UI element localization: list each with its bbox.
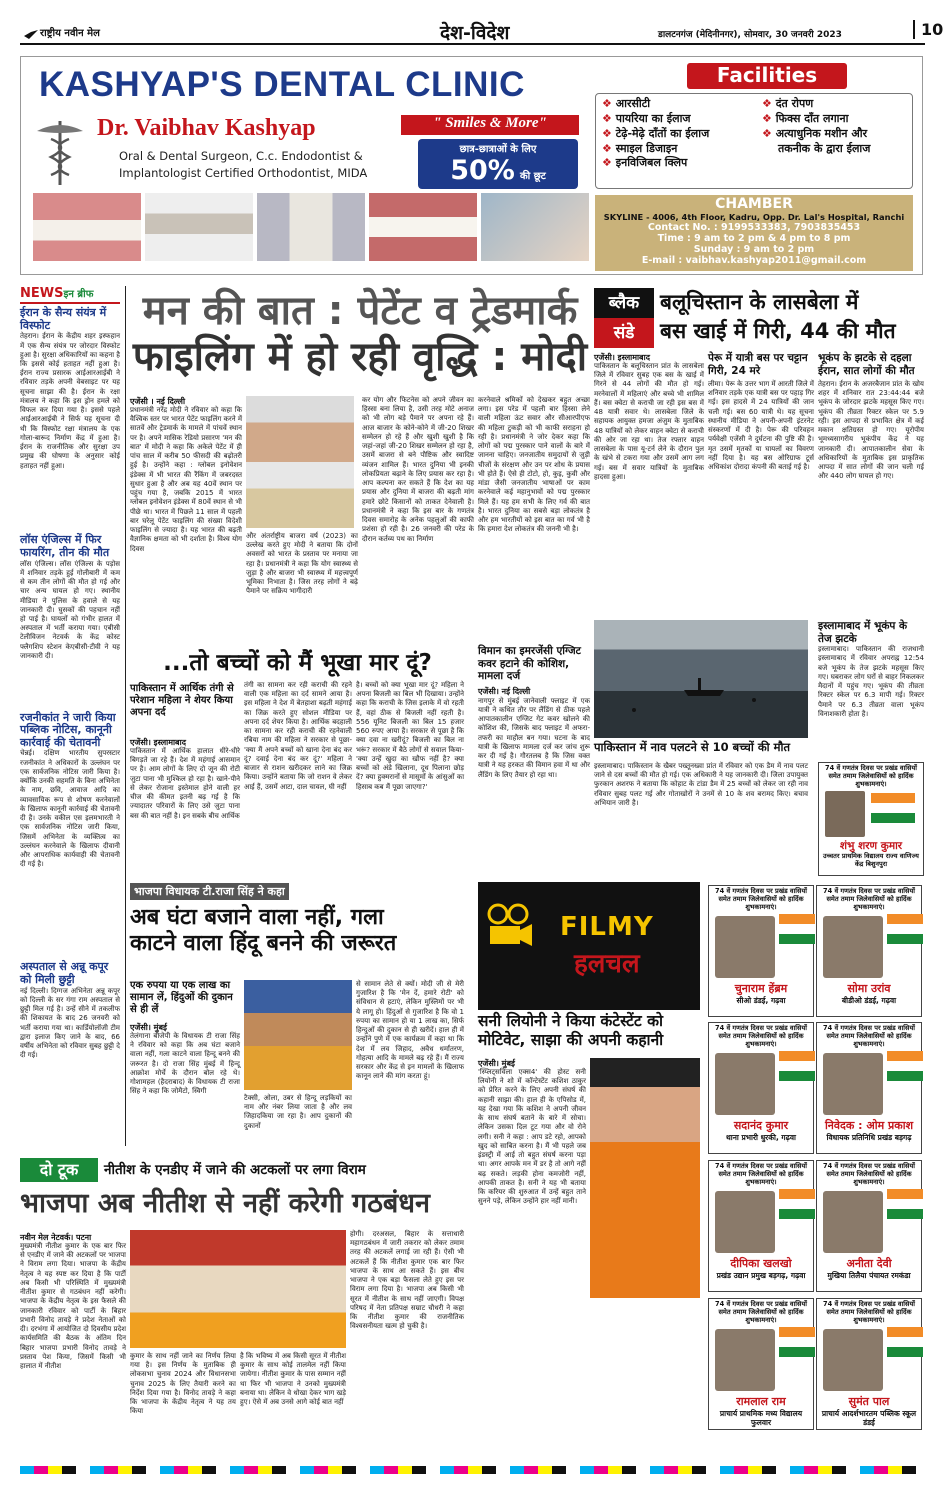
facility-item: ❖ इनविजिबल क्लिप <box>602 156 688 170</box>
teeth-photo-4 <box>369 193 477 261</box>
chamber-address: SKYLINE - 4006, 4th Floor, Kadru, Opp. Dr. Lal's Hospital, Ranchi <box>603 212 905 222</box>
section-title: देश-विदेश <box>440 22 510 44</box>
filmy-story <box>478 1012 700 1460</box>
brief-item <box>20 712 120 960</box>
flag-icon <box>887 1189 923 1219</box>
lead-headline-1: मन की बात : पेटेंट व ट्रेडमार्क <box>142 288 578 334</box>
facility-item: ❖ पायरिया का ईलाज <box>602 111 691 125</box>
brief-title: अस्पताल से अन्नू कपूर को मिली छुट्टी <box>20 960 109 987</box>
film-camera-icon <box>484 902 534 952</box>
facility-item: तकनीक के द्वारा ईलाज <box>778 141 871 155</box>
person-name: निवेदक : ओम प्रकाश <box>824 1119 914 1132</box>
halchal-logo: हलचल <box>574 949 640 979</box>
flag-icon <box>779 1051 815 1081</box>
flag-icon <box>779 1327 815 1357</box>
person-name: चुनाराम हेंब्रम <box>734 982 788 995</box>
black-sunday-story <box>594 288 924 633</box>
person-designation: विधायक प्रतिनिधि प्रखंड बड़गढ़ <box>826 1133 912 1142</box>
emergency-dateline: एजेंसी। नई दिल्ली <box>478 686 531 696</box>
pak-quake-body: इस्लामाबाद। पाकिस्तान की राजधानी इस्लामाबाद में रविवार अपराह्न 12:54 बजे भूकंप के तेज झटके महसूस किए गए। घबराकर लोग घरों से बाहर निकलकर मैदानों में पहुंच गए। भूकंप की तीव्रता रिक्टर स्केल पर 6.3 मापी गई। रिक्टर पैमाने पर 6.3 तीव्रता वाला भूकंप विनाशकारी होता है। <box>818 645 924 718</box>
greeting-heading: 74 वें गणतंत्र दिवस पर प्रखंड वासियों समेत तमाम जिलेवासियों को हार्दिक शुभकामनाएं। <box>822 1024 915 1049</box>
greeting-card <box>708 885 814 1017</box>
peru-body: लीमा। पेरू के उत्तर भाग में आरती जिले में शनिवार तड़के एक यात्री बस पर पहाड़ गिर गई। इस हादसे में 24 यात्रियों की जान चली गई। बस 60 यात्री थे। यह सूचना स्थानीय मीडिया ने अपनी-अपनी इंटरनेट संस्करणों में दी है। पेरू की परिवहन पर्यवेक्षी एजेंसी ने दुर्घटना की पुष्टि की है। मृत उसमें मृतकों या घायलों का विवरण नहीं दिया है। यह बस ओरिग्राफ टूर्स अधिकांश दोरादा कंपनी की बताई गई है। <box>708 380 814 472</box>
big-card-name: शंभु शरण कुमार <box>839 840 903 852</box>
person-designation: बीडीओ डंडई, गढ़वा <box>841 996 897 1005</box>
facility-item: ❖ दंत रोपण <box>762 97 814 110</box>
brief-item <box>20 961 120 1106</box>
doctor-name: Dr. Vaibhav Kashyap <box>97 115 316 141</box>
big-card-photo <box>825 791 865 837</box>
hunger-subhead: पाकिस्तान में आर्थिक तंगी से परेशान महिला ने शेयर किया अपना दर्द <box>130 683 234 718</box>
flight-emergency-story <box>478 645 590 877</box>
brief-label <box>20 286 120 304</box>
facilities-box <box>595 93 913 189</box>
greeting-card <box>816 1022 922 1154</box>
person-name: सदानंद कुमार <box>733 1119 789 1132</box>
flag-icon <box>779 1189 815 1219</box>
sunny-photo <box>590 1058 700 1298</box>
nitish-body-4: होगी। दरअसल, बिहार के सत्ताधारी महागठबंधन में जारी तकरार को लेकर तमाम तरह की अटकलें लगाई जा रही हैं। ऐसी भी अटकलें हैं कि नीतीश कुमार एक बार फिर भाजपा के साथ आ सकते हैं। इस बीच भाजपा ने एक बड़ा फैसला लेते हुए इस पर विराम लगा दिया है। भाजपा अब किसी भी सूरत में नीतीश के साथ नहीं जाएगी। विपक्ष परिषद में नेता प्रतिपक्ष सम्राट चौधरी ने कहा कि नीतीश कुमार की राजनीतिक विश्वसनीयता खत्म हो चुकी है। <box>350 1230 464 1331</box>
greeting-card <box>708 1298 814 1430</box>
person-name: दीपिका खलखो <box>730 1257 792 1270</box>
masthead <box>20 17 944 45</box>
flag-icon <box>871 793 915 823</box>
raja-photo <box>244 980 352 1090</box>
raja-headline-2: काटने वाला हिंदू बनने की जरूरत <box>130 931 397 957</box>
nitish-body-2: कुमार के साथ नहीं जाने का निर्णय लिया गया है। इस निर्णय के मुताबिक ही लोकसभा चुनाव 2024 और विधानसभा चुनाव 2025 के लिए तैयारी करने का निर्देश दिया गया है। विनोद तावड़े ने कहा कि भाजपा के केंद्रीय नेतृत्व ने यह तय किया <box>130 1352 236 1416</box>
peru-headline: पेरू में यात्री बस पर चट्टान गिरी, 24 मरे <box>708 352 808 377</box>
chamber-time: Time : 9 am to 2 pm & 4 pm to 8 pm <box>657 233 851 244</box>
boat-photo <box>594 620 808 738</box>
bird-logo-icon <box>24 25 38 35</box>
greeting-card <box>816 1160 922 1292</box>
person-name: सुमंत पाल <box>848 1395 890 1408</box>
flag-icon <box>887 1327 923 1357</box>
greeting-heading: 74 वें गणतंत्र दिवस पर प्रखंड वासियों समेत तमाम जिलेवासियों को हार्दिक शुभकामनाएं। <box>714 1162 807 1187</box>
raja-singh-story <box>130 880 465 1148</box>
tagline: " Smiles & More" <box>401 115 579 135</box>
baloch-headline-1: बलूचिस्तान के लासबेला में <box>660 290 859 314</box>
raja-kicker: भाजपा विधायक टी.राजा सिंह ने कहा <box>130 883 289 900</box>
brief-in-label: इन ब्रीफ <box>63 289 94 300</box>
hunger-body-2: तंगी का सामना कर रही कराची की रहने वाली एक महिला का दर्द सामने आया है। इस महिला ने देश में बेतहाशा बढ़ती महंगाई का जिक्र करते हुए सोशल मीडिया पर अपना दर्द शेयर किया है। आर्थिक बदहाली का सामना कर रही कराची की रहनेवाली रबिया नाम की महिला ने सरकार से पूछा- 'क्या मैं अपने बच्चों को खाना देना बंद कर दूं? दवाई देना बंद कर दूं?' महिला ने बाजार से राशन खरीदकर लाने का जिक्र किया। उन्होंने बताया कि जो राशन वे लेकर आई हैं, उसमें आटा, दाल चावल, घी नहीं <box>244 681 352 791</box>
sunday-tag: संडे <box>594 318 654 348</box>
person-photo <box>823 1191 883 1253</box>
person-designation: सीओ डंडई, गढ़वा <box>736 996 786 1005</box>
teeth-photo-5 <box>481 193 589 261</box>
person-photo <box>715 1191 775 1253</box>
raja-body-2: टैक्सी, ओला, उबर से हिन्दू लड़कियों का नाम और नंबर लिया जाता है और लव जिहादकिया जा रहा है। आप दुकानों की दुकानों <box>244 1094 352 1130</box>
person-designation: थाना प्रभारी धुरकी, गढ़वा <box>726 1133 796 1142</box>
brief-title: लॉस एंजिल्स में फिर फायरिंग, तीन की मौत <box>20 533 110 559</box>
do-took-label: दो टूक <box>20 1158 98 1182</box>
filmy-dateline: एजेंसी। मुंबई <box>478 1059 515 1068</box>
lead-body-1: प्रधानमंत्री नरेंद्र मोदी ने रविवार को कहा कि वैश्विक स्तर पर भारत पेटेंट फाइलिंग करने में सातवें और ट्रेडमार्क के मामले में पांचवें स्थान पर है। अपने मासिक रेडियो प्रसारण 'मन की बात' में मोदी ने कहा कि अकेले पेटेंट में ही पांच साल में करीब 50 फीसदी की बढ़ोतरी हुई है। उन्होंने कहा : ग्लोबल इनोवेशन इंडेक्स में भी भारत की रैंकिंग में जबरदस्त सुधार हुआ है और अब यह 40वें स्थान पर पहुंच गया है, जबकि 2015 में भारत ग्लोबल इनोवेशन इंडेक्स में 80वें स्थान से भी पीछे था। भारत में पिछले 11 साल में पहली बार घरेलू पेटेंट फाइलिंग की संख्या विदेशी फाइलिंग से ज्यादा है। यह भारत की बढ़ती वैज्ञानिक क्षमता को भी दर्शाता है। विश्व योग दिवस <box>130 406 243 553</box>
brief-title: ईरान के सैन्य संयंत्र में विस्फोट <box>20 306 107 332</box>
place-date: डालटनगंज (मेदिनीनगर), सोमवार, 30 जनवरी 2023 <box>658 30 842 40</box>
hunger-dateline: एजेंसी। इस्लामाबाद <box>130 738 186 747</box>
black-sunday-tag <box>594 288 654 348</box>
quals-1: Oral & Dental Surgeon, C.c. Endodontist & <box>119 149 363 163</box>
person-designation: प्राचार्य आदर्शभारतम पब्लिक स्कूल डंडई <box>821 1409 917 1427</box>
hunger-body-3: है। बच्चों को क्या भूखा मार दूं? महिला ने अपना बिजली का बिल भी दिखाया। उन्होंने कहा कि कराची के जिस इलाके में वो रहती हैं, वहां ठीक से बिजली नहीं रहती है। 556 यूनिट बिजली का बिल 15 हजार 560 रुपए आया है। सरकार से पूछा है कि क्या दवा ना खरीदूं? बिजली का बिल ना भरूं? सरकार में बैठे लोगों से सवाल किया- 'क्या उन्हें खुदा का खौफ नहीं है? क्या बच्चों को अंडे खिलाना, दूध पिलाना छोड़ दें? क्या हुक्मरानों से मासूमों के आंसुओं का हिसाब कब मैं पूछा जाएगा?' <box>356 681 465 791</box>
lead-body-3: कर योग और फिटनेस को अपने जीवन का हिस्सा बना लिया है, उसी तरह मोटे अनाज को भी लोग बड़े पैमाने पर अपना रहे हैं। आज बाजार के कोने-कोने में जी-20 शिखर सम्मेलन हो रहे हैं और खुशी खुशी है कि जहां-जहां जी-20 शिखर सम्मेलन हो रहा है, उसमें बाजरा से बने पौष्टिक और स्वादिष्ट व्यंजन शामिल हैं। भारत दुनिया भी इनकी लोकप्रियता बढ़ाने के लिए प्रयास कर रहा है। आप कल्पना कर सकते हैं कि देश का यह प्रयास और दुनिया में बाजरा की बढ़ती मांग हमारे छोटे किसानों को ताकत देनेवाली है। प्रधानमंत्री ने कहा कि इस बार के गणतंत्र दिवस समारोह के अनेक पहलुओं की काफी प्रशंसा हो रही है। 26 जनवरी की परेड के दौरान कर्तव्य पथ का निर्माण <box>362 396 474 543</box>
lead-body-4: करनेवाले श्रमिकों को देखकर बहुत अच्छा लगा। इस परेड में पहली बार हिस्सा लेने वाली महिला ऊंट सवार और सीआरपीएफ की महिला टुकड़ी को भी काफी सराहना हो रही है। प्रधानमंत्री ने जोर देकर कहा कि लोगों को पद्म पुरस्कार पाने वालों के बारे में जानना चाहिए। जनजातीय समुदायों से जुड़ी चीजों के संरक्षण और उन पर शोध के प्रयास भी होते हैं। ऐसे ही टोटो, हो, कुइ, कुवी और मांडा जैसी जनजातीय भाषाओं पर काम करनेवाले कई महानुभावों को पद्म पुरस्कार मिले हैं। यह हम सभी के लिए गर्व की बात है। भारत दुनिया का सबसे बड़ा लोकतंत्र है और हम भारतीयों को इस बात का गर्व भी है कि हमारा देश लोकतंत्र की जननी भी है। <box>478 396 590 534</box>
paper-name: राष्ट्रीय नवीन मेल <box>40 28 100 39</box>
filmy-body: 'स्प्लिट्सविला एक्स4' की होस्ट सनी लियोनी ने शो में कॉन्टेस्टेंट कशिश ठाकुर को प्रेरित करने के लिए अपनी संघर्ष की कहानी साझा की। हाल ही के एपिसोड में, यह देखा गया कि कशिश ने अपनी जीवन के साथ संघर्ष बताने के बारे में सोचा। लेकिन उसका दिल टूट गया और वो रोने लगी। सनी ने कहा : आप डटे रहो, आपको खुद को साबित करना है। मैं भी पहले जब इंडस्ट्री में आई तो बहुत संघर्ष करना पड़ा था। अगर आपके मन में डर है तो आगे नहीं बढ़ सकते। लड़की होना कमजोरी नहीं, आपकी ताकत है। सनी ने यह भी बताया कि करियर की शुरुआत में उन्हें बहुत ताने सुनने पड़े, लेकिन उन्होंने हार नहीं मानी। <box>478 1068 586 1206</box>
greeting-card <box>708 1160 814 1292</box>
lead-dateline: एजेंसी । नई दिल्ली <box>130 397 186 406</box>
islamabad-quake <box>818 620 924 760</box>
chamber-email: E-mail : vaibhav.kashyap2011@gmail.com <box>641 255 867 266</box>
greeting-card <box>816 1298 922 1430</box>
offer-sub: की छूट <box>519 171 546 182</box>
brief-item <box>20 534 120 709</box>
greeting-card-big <box>818 762 924 876</box>
nitish-headline: भाजपा अब नीतीश से नहीं करेगी गठबंधन <box>20 1188 430 1219</box>
person-name: सोमा उरांव <box>847 982 891 995</box>
facilities-left-list <box>602 97 752 171</box>
greeting-heading: 74 वें गणतंत्र दिवस पर प्रखंड वासियों समेत तमाम जिलेवासियों को हार्दिक शुभकामनाएं। <box>714 1300 807 1325</box>
filmy-halchal <box>478 882 700 1010</box>
clinic-name: KASHYAP'S DENTAL CLINIC <box>39 65 525 104</box>
flag-icon <box>887 1051 923 1081</box>
brief-body: चेन्नई। दक्षिण भारतीय सुपरस्टार रजनीकांत ने अधिकारों के उल्लंघन पर एक सार्वजनिक नोटिस जारी किया है। क्योंकि उनकी सहमति के बिना अभिनेता के नाम, छवि, आवाज आदि का व्यावसायिक रूप से शोषण करनेवालों के खिलाफ कानूनी कार्रवाई की चेतावनी दी है। उनके वकील एस इलमभारती ने एक सार्वजनिक नोटिस जारी किया, जिसमें अभिनेता के व्यक्तित्व का उल्लंघन करनेवाले के खिलाफ दीवानी और आपराधिक कार्यवाही की चेतावनी दी गई है। <box>20 749 120 869</box>
pak-quake-headline: इस्लामाबाद में भूकंप के तेज झटके <box>818 620 908 645</box>
filmy-headline-1: सनी लियोनी ने किया कंटेस्टेंट को <box>478 1012 664 1030</box>
offer-top: छात्र-छात्राओं के लिए <box>459 144 537 155</box>
boat-photo-block <box>594 620 808 760</box>
brief-news-label: NEWS <box>20 286 64 301</box>
filmy-headline-2: मोटिवेट, साझा की अपनी कहानी <box>478 1030 664 1049</box>
person-designation: मुखिया तिलैया पंचायत रमकंडा <box>827 1271 911 1280</box>
baloch-headline-2: बस खाई में गिरी, 44 की मौत <box>660 319 896 343</box>
facility-item: ❖ आरसीटी <box>602 97 651 110</box>
caduceus-icon <box>31 117 89 187</box>
filmy-logo: FILMY <box>560 912 654 942</box>
lead-story <box>130 288 590 643</box>
brief-item <box>20 307 120 532</box>
person-photo <box>823 1053 883 1115</box>
facility-item: ❖ स्माइल डिजाइन <box>602 141 678 155</box>
lead-headline-2: फाइलिंग में हो रही वृद्धि : मोदी <box>132 334 588 380</box>
facility-item: ❖ फिक्स दाँत लगाना <box>762 111 849 125</box>
boat-body: इस्लामाबाद। पाकिस्तान के खैबर पख्तूनख्वा प्रांत में रविवार को एक डैम में नाव पलट जाने से दस बच्चों की मौत हो गई। एक अधिकारी ने यह जानकारी दी। जिला उपायुक्त फुरकान अशरफ ने बताया कि कोहाट के टांडा डैम में 25 बच्चों को लेकर जा रही नाव रविवार सुबह पलट गई और गोताखोरों ने उनमें से 10 के शव बरामद किए। बचाव अभियान जारी है। <box>594 762 808 807</box>
emergency-headline: विमान का इमरजेंसी एग्जिट कवर हटाने की कोशिश, मामला दर्ज <box>478 645 581 683</box>
big-card-desig: उच्चतर प्राथमिक विद्यालय राज्य वाणिज्य केंद्र बिशुनपुरा <box>823 852 919 868</box>
greeting-heading: 74 वें गणतंत्र दिवस पर प्रखंड वासियों समेत तमाम जिलेवासियों को हार्दिक शुभकामनाएं। <box>822 1162 915 1187</box>
facilities-right-list <box>762 97 912 156</box>
hunger-headline: ...तो बच्चों को मैं भूखा मार दूं? <box>163 650 432 676</box>
flag-icon <box>887 914 923 944</box>
greeting-heading: 74 वें गणतंत्र दिवस पर प्रखंड वासियों समेत तमाम जिलेवासियों को हार्दिक शुभकामनाएं। <box>822 1300 915 1325</box>
iran-quake-headline: भूकंप के झटके से दहला ईरान, सात लोगों की मौत <box>818 352 915 377</box>
flag-icon <box>779 914 815 944</box>
brief-body: नई दिल्ली। दिग्गज अभिनेता अन्नू कपूर को दिल्ली के सर गंगा राम अस्पताल से छुट्टी मिल गई है। उन्हें सीने में तकलीफ की शिकायत के बाद 26 जनवरी को भर्ती कराया गया था। कार्डियोलॉजी टीम द्वारा इलाज किए जाने के बाद, 66 वर्षीय अभिनेता को रविवार सुबह छुट्टी दे दी गई। <box>20 986 120 1060</box>
hunger-body-1: पाकिस्तान में आर्थिक हालात धीरे-धीरे बिगड़ते जा रहे हैं। देश में महंगाई आसमान पर है। आम लोगों के लिए दो जून की रोटी जुटा पाना भी मुश्किल हो रहा है। खाने-पीने से लेकर रोजाना इस्तेमाल होने वाली हर चीज की कीमत इतनी बढ़ गई है कि ज्यादातर परिवारों के लिए उसे जुटा पाना बस की बात नहीं है। इन सबके बीच आर्थिक <box>130 747 240 820</box>
raja-dateline: एजेंसी। मुंबई <box>130 1023 167 1032</box>
greeting-heading: 74 वें गणतंत्र दिवस पर प्रखंड वासियों समेत तमाम जिलेवासियों को हार्दिक शुभकामनाएं। <box>822 887 915 912</box>
greeting-heading: 74 वें गणतंत्र दिवस पर प्रखंड वासियों समेत तमाम जिलेवासियों को हार्दिक शुभकामनाएं। <box>714 1024 807 1049</box>
person-photo <box>715 1329 775 1391</box>
chamber-box <box>595 195 913 271</box>
chamber-contact: Contact No. : 9199533383, 7903835453 <box>647 222 861 233</box>
print-color-bar <box>20 1466 925 1474</box>
person-photo <box>715 1053 775 1115</box>
page-number: 10 <box>913 20 943 39</box>
teeth-photo-2 <box>145 193 253 261</box>
facilities-title: Facilities <box>687 63 847 89</box>
pakistan-hunger-story <box>130 645 465 877</box>
person-photo <box>823 916 883 978</box>
teeth-photo-1 <box>33 193 141 261</box>
person-photo <box>823 1329 883 1391</box>
nitish-dateline: नवीन मेल नेटवर्क। पटना <box>20 1233 92 1242</box>
nitish-body-3: है कि भविष्य में अब किसी सूरत में नीतीश कुमार के साथ कोई तालमेल नहीं किया जायेगा। नीतीश कुमार के पास सम्मान नहीं था फिर भी भाजपा ने उनको मुख्यमंत्री बनाया था। लेकिन वे धोखा देकर भाग खड़े हुए। ऐसे में अब उनसे आगे कोई बात नहीं <box>240 1352 346 1407</box>
quals-2: Implantologist Certified Orthodontist, MIDA <box>119 166 368 180</box>
person-name: रामलाल राम <box>736 1395 786 1408</box>
offer-badge <box>418 139 578 189</box>
teeth-photo-3 <box>257 193 365 261</box>
iran-quake-body: तेहरान। ईरान के अजरबैजान प्रांत के खोय शहर में शनिवार रात 23:44:44 बजे भूकंप के जोरदार झटके महसूस किए गए। भूकंप की तीव्रता रिक्टर स्केल पर 5.9 रही। इस आपदा से प्रभावित क्षेत्र में कई मकान क्षतिग्रस्त हो गए। यूरोपीय भूमध्यसागरीय भूकंपीय केंद्र ने यह जानकारी दी। आपातकालीन सेवा के अधिकारियों के मुताबिक इस प्राकृतिक आपदा में सात लोगों की जान चली गई और 440 लोग घायल हो गए। <box>818 380 924 481</box>
person-photo <box>715 916 775 978</box>
raja-subhead: एक रुपया या एक लाख का सामान लें, हिंदुओं की दुकान से ही लें <box>130 980 233 1015</box>
raja-headline-1: अब घंटा बजाने वाला नहीं, गला <box>130 905 384 930</box>
chamber-title: CHAMBER <box>715 196 793 212</box>
offer-percent: 50% <box>450 155 515 186</box>
facility-item: ❖ अत्याधुनिक मशीन और <box>762 126 868 140</box>
black-tag: ब्लैक <box>594 288 654 318</box>
brief-body: लॉस एंजिल्स। लॉस एंजिल्स के पड़ोस में शनिवार तड़के हुई गोलीबारी में कम से कम तीन लोगों की मौत हो गई और चार अन्य घायल हो गए। स्थानीय मीडिया ने पुलिस के हवाले से यह जानकारी दी। घुसकों की पहचान नहीं हो पाई है। घायलों को गंभीर हालत में अस्पताल में भर्ती कराया गया। एबीसी टेलीविजन नेटवर्क के केंद्र कोस्ट फ्लैगशिप स्टेशन केएबीसी-टीवी ने यह जानकारी दी। <box>20 559 120 660</box>
greeting-card <box>708 1022 814 1154</box>
chamber-sunday: Sunday : 9 am to 2 pm <box>693 244 815 255</box>
person-designation: प्राचार्य प्राथमिक मध्य विद्यालय फुलवार <box>719 1409 803 1427</box>
boat-caption: पाकिस्तान में नाव पलटने से 10 बच्चों की मौत <box>594 740 791 754</box>
brief-title: रजनीकांत ने जारी किया पब्लिक नोटिस, कानूनी कार्रवाई की चेतावनी <box>20 710 116 749</box>
baloch-dateline: एजेंसी। इस्लामाबाद <box>594 353 650 362</box>
facility-item: ❖ टेढ़े-मेढ़े दाँतों का ईलाज <box>602 126 710 140</box>
brief-body: तेहरान। ईरान के केंद्रीय शहर इस्फहान में एक सैन्य संयंत्र पर जोरदार विस्फोट हुआ है। सुरक्षा अधिकारियों का कहना है कि इससे कोई हताहत नहीं हुआ है। ईरान राज्य प्रसारक आईआरआईबी ने रविवार तड़के अपनी वेबसाइट पर यह सूचना साझा की है। ईरान के रक्षा मंत्रालय ने कहा कि इस ड्रोन हमले को विफल कर दिया गया है। इससे पहले आईआरआईबी ने सिर्फ यह सूचना दी थी कि विस्फोट रक्षा मंत्रालय के एक गोला-बारूद निर्माण केंद्र में हुआ है। ईरान के राजनीतिक और सुरक्षा उप प्रमुख की घोषणा के अनुसार कोई हताहत नहीं हुआ। <box>20 332 120 470</box>
emergency-body: नागपुर से मुंबई जानेवाली फ्लाइट में एक यात्री ने कथित तौर पर लैंडिंग से ठीक पहले आपातकालीन एग्जिट गेट कवर खोलने की कोशिश की, जिसके बाद फ्लाइट में अफरा-तफरी का माहौल बन गया। घटना के बाद यात्री के खिलाफ मामला दर्ज कर जांच शुरू कर दी गई है। गौरतलब है कि जिस वक्त यात्री ने यह हरकत की विमान हवा में था और लैंडिंग के लिए तैयार हो रहा था। <box>478 696 590 779</box>
lead-body-2: और अंतर्राष्ट्रीय बाजरा वर्ष (2023) का उल्लेख करते हुए मोदी ने बताया कि दोनों अवसरों को भारत के प्रस्ताव पर मनाया जा रहा है। प्रधानमंत्री ने कहा कि योग स्वास्थ्य से जुड़ा है और बाजरा भी स्वास्थ्य में महत्त्वपूर्ण भूमिका निभाता है। जिस तरह लोगों ने बढ़े पैमाने पर सक्रिय भागीदारी <box>246 532 358 596</box>
baloch-body: पाकिस्तान के बलूचिस्तान प्रांत के लासबेला जिले में रविवार सुबह एक बस के खाई में गिरने से 44 लोगों की मौत हो गई। मरनेवालों में महिलाएं और बच्चे भी शामिल हैं। बस क्वेटा से कराची जा रही इस बस में 48 यात्री सवार थे। लासबेला जिले के सहायक आयुक्त हमजा अंजुम के मुताबिक 48 यात्रियों को लेकर वाहन क्वेटा से कराची की ओर जा रहा था। तेज रफ्तार वाहन लासबेला के पास यू-टर्न लेने के दौरान पुल के खंभे से टकरा गया और उसमें आग लग गई। बस में सवार यात्रियों के मुताबिक हादसा हुआ। <box>594 362 704 481</box>
raja-body-1: तेलंगाना बीजेपी के विधायक टी राजा सिंह ने रविवार को कहा कि अब घंटा बजाने वाला नहीं, गला काटने वाला हिन्दू बनने की जरूरत है। दो राजा सिंह मुंबई में हिन्दू आक्रोश मोर्चे के दौरान बोल रहे थे। गोशामहल (हैदराबाद) के विधायक टी राजा सिंह ने कहा कि जोमैटो, स्विगी <box>130 1032 240 1096</box>
nitish-photo <box>130 1230 346 1348</box>
nitish-body-1: मुख्यमंत्री नीतीश कुमार के एक बार फिर से एनडीए में जाने की अटकलों पर भाजपा ने विराम लगा दिया। भाजपा के केंद्रीय नेतृत्व ने यह स्पष्ट कर दिया है कि पार्टी अब किसी भी परिस्थिति में मुख्यमंत्री नीतीश कुमार से गठबंधन नहीं करेगी। भाजपा के केंद्रीय नेतृत्व के इस फैसले की जानकारी रविवार को पार्टी के बिहार प्रभारी विनोद तावड़े ने प्रदेश नेताओं को दी। दरभंगा में आयोजित दो दिवसीय प्रदेश कार्यसमिति की बैठक के अंतिम दिन बिहार भाजपा प्रभारी विनोद तावड़े ने प्रस्ताव पेश किया, जिसमें किसी भी हालात में नीतीश <box>20 1242 126 1371</box>
raja-body-3: से सामान लेते से क्यों। मोदी जी से मेरी गुजारिश है कि 'मेन दें, हमारे रोटी' को संविधान से हटाएं, लेकिन मुस्लिमों पर भी ये लागू हो। हिंदुओं से गुजारिश है कि वो 1 रुपया का सामान हो या 1 लाख का, सिर्फ हिन्दुओं की दुकान से ही खरीदें। हाल ही में उन्होंने पुणे में एक कार्यक्रम में कहा था कि देश में लव जिहाद, अवैध धर्मांतरण, गोहत्या आदि के मामले बढ़ रहे हैं। मैं राज्य सरकार और केंद्र से इन मामलों के खिलाफ कानून लाने की मांग करता हूं। <box>356 980 464 1081</box>
dental-clinic-ad <box>20 56 923 275</box>
greeting-heading: 74 वें गणतंत्र दिवस पर प्रखंड वासियों समेत तमाम जिलेवासियों को हार्दिक शुभकामनाएं। <box>824 764 917 789</box>
news-in-brief <box>20 286 120 1146</box>
person-designation: प्रखंड उद्यान प्रमुख बड़गढ़, गढ़वा <box>716 1271 806 1280</box>
do-took-bar <box>20 1158 465 1182</box>
do-took-strap: नीतीश के एनडीए में जाने की अटकलों पर लगा विराम <box>104 1162 366 1178</box>
nitish-story <box>20 1186 465 1462</box>
modi-photo <box>246 396 354 528</box>
greeting-heading: 74 वें गणतंत्र दिवस पर प्रखंड वासियों समेत तमाम जिलेवासियों को हार्दिक शुभकामनाएं। <box>714 887 807 912</box>
greeting-card <box>816 885 922 1017</box>
person-name: अनीता देवी <box>846 1257 892 1270</box>
